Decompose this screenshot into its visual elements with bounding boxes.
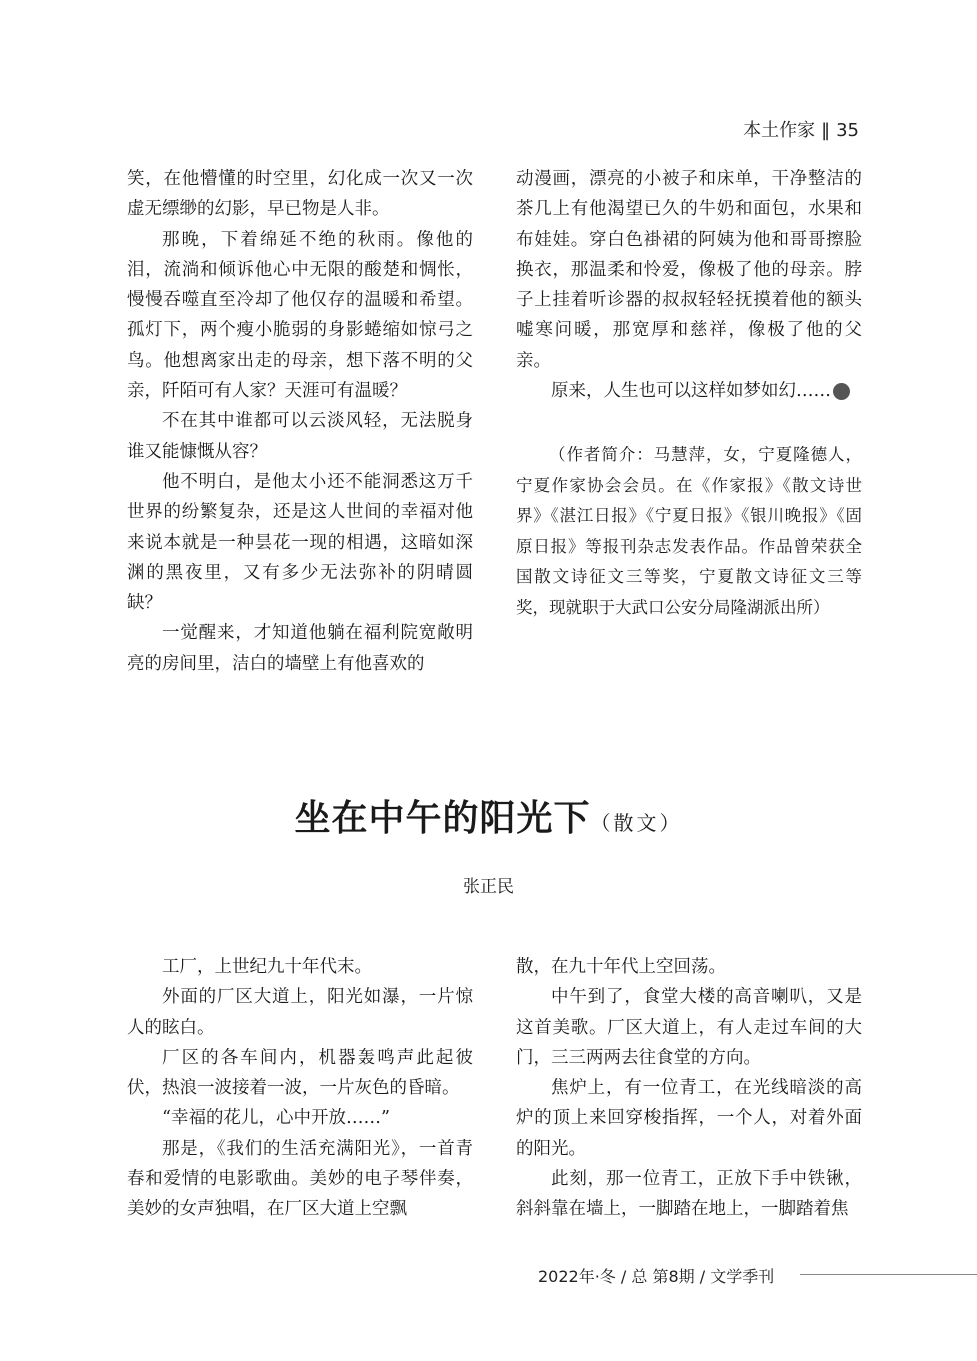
author-bio-block [516,440,862,623]
article1-left-p4: 他不明白，是他太小还不能洞悉这万千世界的纷繁复杂，还是这人世间的幸福对他来说本就是一种昙花一现的相遇，这暗如深渊的黑夜里，又有多少无法弥补的阴晴圆缺？ [127,471,473,614]
article2-right-p4: 此刻，那一位青工，正放下手中铁锹，斜斜靠在墙上，一脚踏在地上，一脚踏着焦 [516,1169,862,1220]
article2-left-p1: 工厂，上世纪九十年代末。 [162,957,372,977]
article1-left-p1: 笑，在他懵懂的时空里，幻化成一次又一次虚无缥缈的幻影，早已物是人非。 [127,169,473,220]
article-author: 张正民 [463,877,514,897]
article1-left-column [127,164,473,679]
running-header [743,116,859,142]
end-mark-seal: 清 [833,383,850,400]
article2-left-p3: 厂区的各车间内，机器轰鸣声此起彼伏，热浪一波接着一波，一片灰色的昏暗。 [127,1047,473,1099]
header-separator: ‖ [821,120,831,141]
article-title: 坐在中午的阳光下 [294,798,591,839]
article2-left-column [127,952,473,1225]
author-bio: （作者简介：马慧萍，女，宁夏隆德人，宁夏作家协会会员。在《作家报》《散文诗世界》《湛江日报》《宁夏日报》《银川晚报》《固原日报》等报刊杂志发表作品。作品曾荣获全国散文诗征文三等奖，宁夏散文诗征文三等奖，现就职于大武口公安分局隆湖派出所） [516,445,862,617]
page-number: 35 [836,120,859,141]
article1-right-column [516,164,878,623]
footer-rule [800,1274,977,1275]
article-genre: （散文） [590,811,683,835]
article1-left-p2: 那晚，下着绵延不绝的秋雨。像他的泪，流淌和倾诉他心中无限的酸楚和惆怅，慢慢吞噬直至冷却了他仅存的温暖和希望。孤灯下，两个瘦小脆弱的身影蜷缩如惊弓之鸟。他想离家出走的母亲，想下落不明的父亲，阡陌可有人家？天涯可有温暖？ [127,229,473,402]
closing-paragraph [516,376,878,406]
article2-left-p2: 外面的厂区大道上，阳光如瀑，一片惊人的眩白。 [127,987,473,1038]
article2-right-column [516,952,862,1225]
article1-right-p1: 动漫画，漂亮的小被子和床单，干净整洁的茶几上有他渴望已久的牛奶和面包，水果和布娃娃。穿白色褂裙的阿姨为他和哥哥擦脸换衣，那温柔和怜爱，像极了他的母亲。脖子上挂着听诊器的叔叔轻轻抚摸着他的额头嘘寒问暖，那宽厚和慈祥，像极了他的父亲。 [516,169,862,371]
section-name: 本土作家 [743,120,816,141]
article1-left-p5: 一觉醒来，才知道他躺在福利院宽敞明亮的房间里，洁白的墙壁上有他喜欢的 [127,623,473,674]
article2-left-p4: “幸福的花儿，心中开放……” [162,1108,390,1129]
page-footer: 2022年·冬 / 总 第8期 / 文学季刊 [538,1267,775,1286]
article2-left-p5: 那是，《我们的生活充满阳光》，一首青春和爱情的电影歌曲。美妙的电子琴伴奏，美妙的女声独唱，在厂区大道上空飘 [127,1138,473,1220]
article2-right-p3: 焦炉上，有一位青工，在光线暗淡的高炉的顶上来回穿梭指挥，一个人，对着外面的阳光。 [516,1078,862,1159]
article2-right-p2: 中午到了，食堂大楼的高音喇叭，又是这首美歌。厂区大道上，有人走过车间的大门，三三两两去往食堂的方向。 [516,987,862,1068]
article1-left-p3: 不在其中谁都可以云淡风轻，无法脱身谁又能慷慨从容？ [127,411,473,462]
article2-right-p1: 散，在九十年代上空回荡。 [516,957,726,977]
article-title-block [0,790,977,841]
closing-line: 原来，人生也可以这样如梦如幻…… [551,381,831,402]
